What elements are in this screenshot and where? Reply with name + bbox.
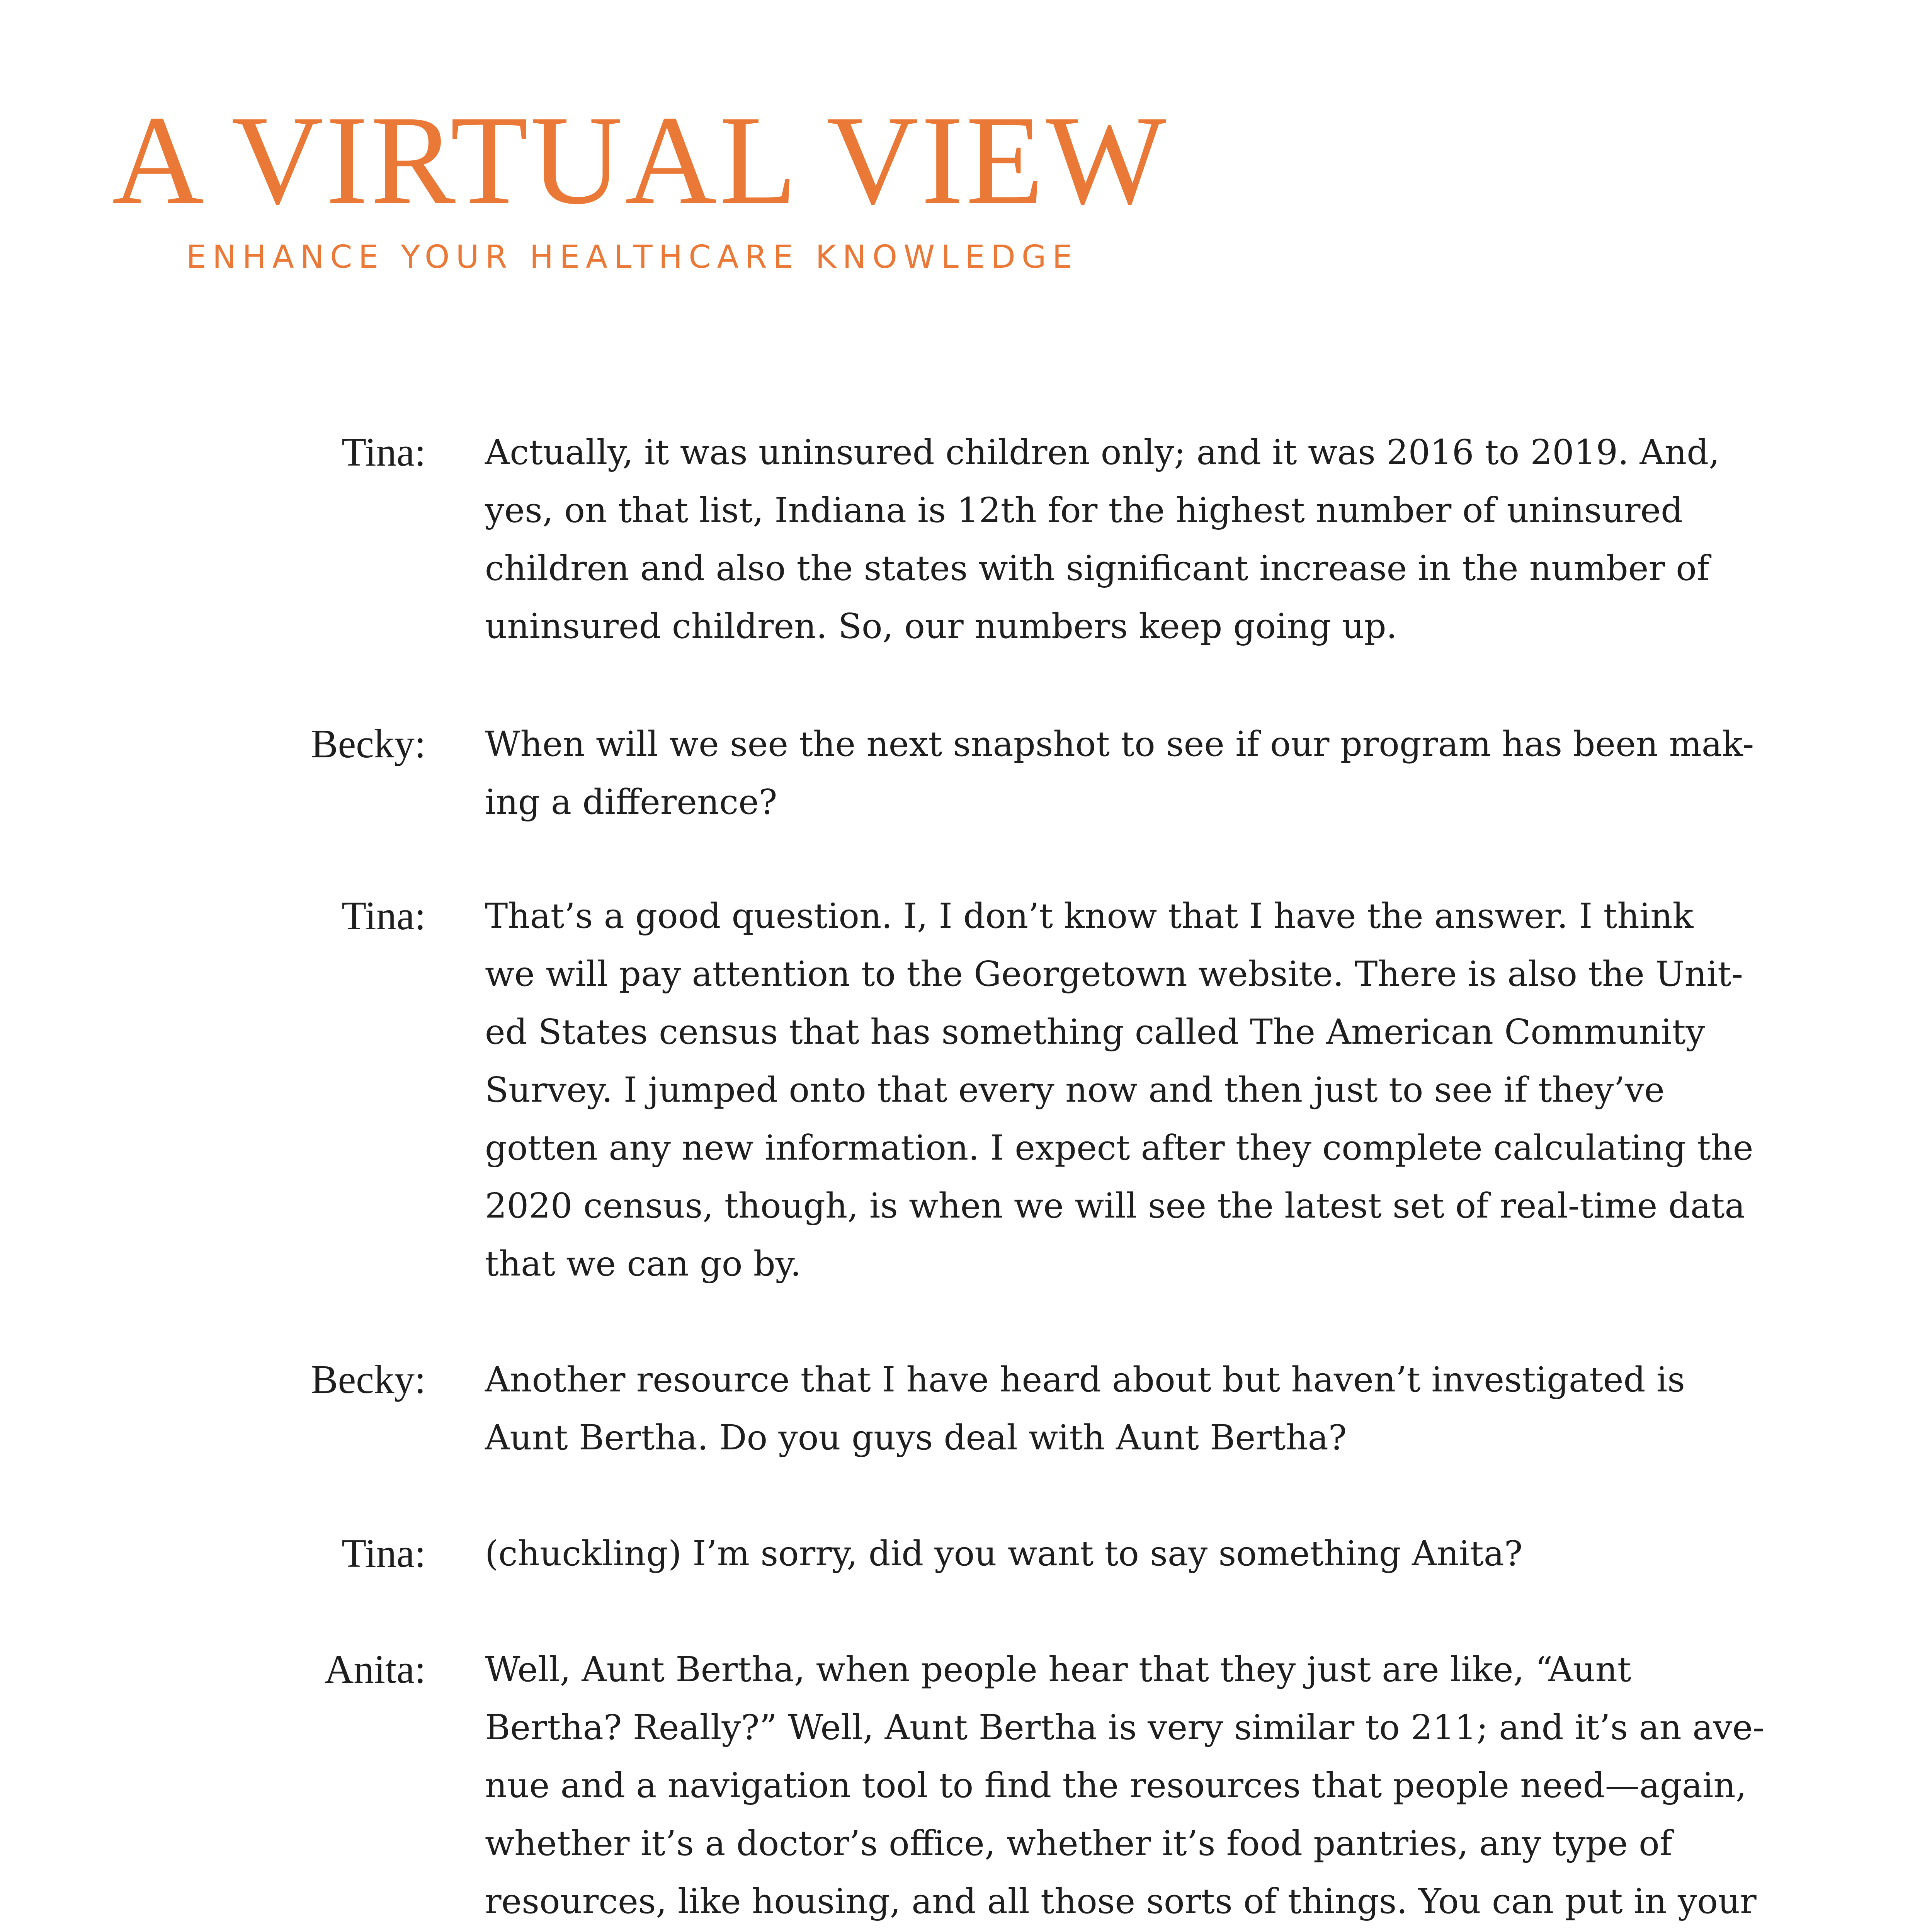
dialogue-line: When will we see the next snapshot to see if our program has been mak- — [485, 724, 1754, 764]
page-subtitle: ENHANCE YOUR HEALTHCARE KNOWLEDGE — [186, 239, 1079, 276]
dialogue-line: nue and a navigation tool to find the resources that people need—again, — [485, 1765, 1747, 1805]
dialogue-line — [485, 1930, 1680, 1932]
dialogue-line: Survey. I jumped onto that every now and then just to see if they’ve — [485, 1070, 1665, 1110]
speaker-name: Anita: — [324, 1646, 426, 1692]
dialogue-line: Well, Aunt Bertha, when people hear that they just are like, “Aunt — [485, 1649, 1631, 1689]
dialogue-line: Aunt Bertha. Do you guys deal with Aunt Bertha? — [485, 1417, 1347, 1458]
dialogue-line: children and also the states with significant increase in the number of — [485, 548, 1709, 588]
dialogue-line: Actually, it was uninsured children only; and it was 2016 to 2019. And, — [485, 432, 1720, 472]
dialogue-line: ed States census that has something called The American Community — [485, 1012, 1705, 1052]
dialogue-line: That’s a good question. I, I don’t know that I have the answer. I think — [485, 896, 1694, 936]
dialogue-line: Bertha? Really?” Well, Aunt Bertha is very similar to 211; and it’s an ave- — [485, 1707, 1765, 1747]
dialogue-line: whether it’s a doctor’s office, whether it’s food pantries, any type of — [485, 1823, 1672, 1863]
dialogue-line: gotten any new information. I expect after they complete calculating the — [485, 1128, 1753, 1168]
dialogue-line: we will pay attention to the Georgetown website. There is also the Unit- — [485, 954, 1743, 994]
dialogue-line: ing a difference? — [485, 782, 777, 822]
speaker-name: Tina: — [342, 1531, 426, 1576]
dialogue-line: that we can go by. — [485, 1243, 801, 1284]
dialogue-line: (chuckling) I’m sorry, did you want to say something Anita? — [485, 1533, 1523, 1573]
dialogue-line: yes, on that list, Indiana is 12th for the highest number of uninsured — [485, 490, 1683, 530]
dialogue-line: 2020 census, though, is when we will see the latest set of real-time data — [485, 1185, 1745, 1226]
page-title: A VIRTUAL VIEW — [112, 90, 1169, 231]
speaker-name: Tina: — [342, 429, 426, 474]
dialogue-line: uninsured children. So, our numbers keep going up. — [485, 606, 1397, 646]
speaker-name: Becky: — [311, 1357, 426, 1402]
dialogue-line: resources, like housing, and all those sorts of things. You can put in your — [485, 1881, 1757, 1921]
speaker-name: Becky: — [311, 721, 426, 766]
dialogue-line: Another resource that I have heard about but haven’t investigated is — [485, 1359, 1685, 1400]
speaker-name: Tina: — [342, 893, 426, 938]
